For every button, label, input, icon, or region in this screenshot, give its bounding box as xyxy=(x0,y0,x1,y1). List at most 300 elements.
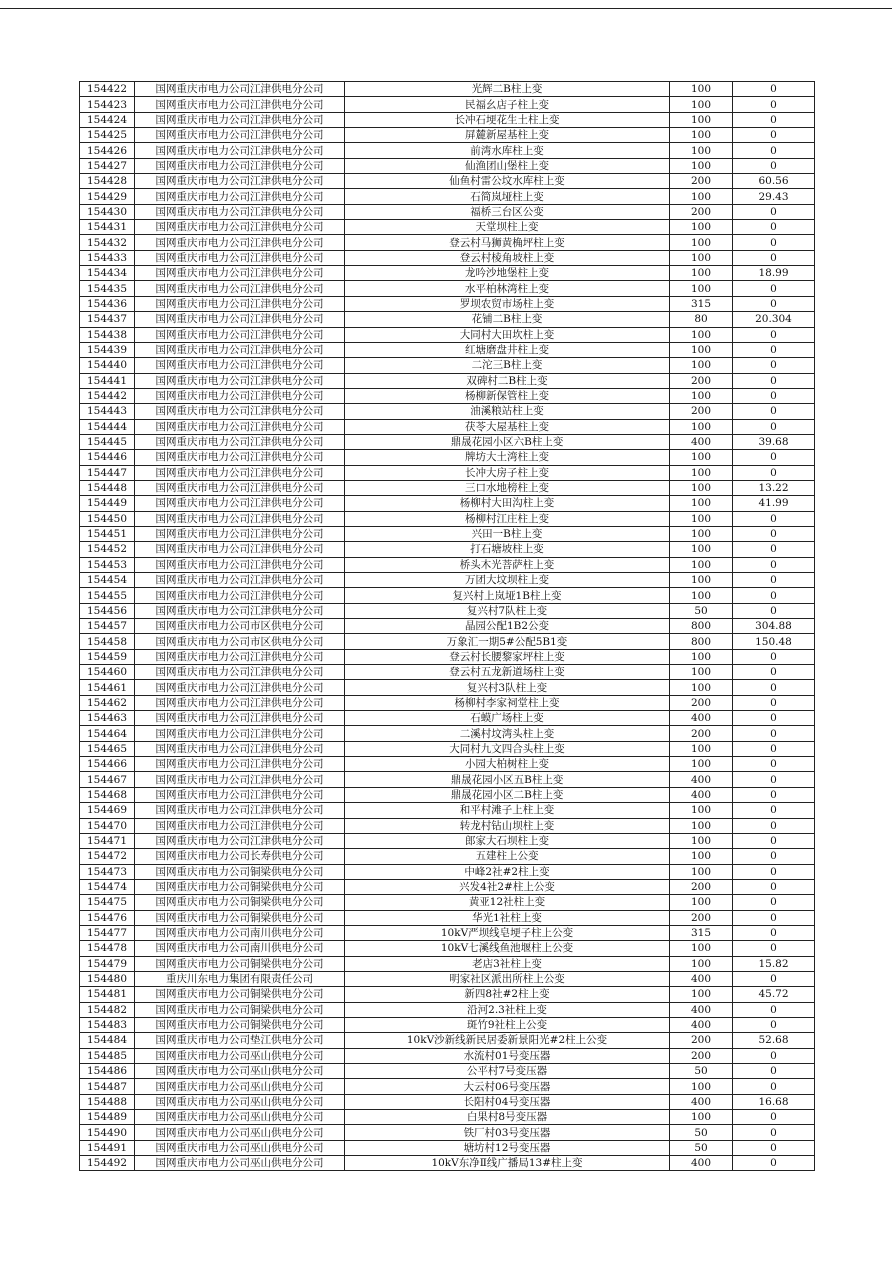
table-row xyxy=(80,434,815,449)
capacity-cell: 200 xyxy=(670,404,733,419)
value-cell: 0 xyxy=(733,833,815,848)
company-cell: 国网重庆市电力公司江津供电分公司 xyxy=(135,388,345,403)
transformer-name-cell: 复兴村7队柱上变 xyxy=(345,603,670,618)
table-row xyxy=(80,941,815,956)
table-row xyxy=(80,143,815,158)
capacity-cell: 315 xyxy=(670,296,733,311)
value-cell: 0 xyxy=(733,849,815,864)
table-row xyxy=(80,373,815,388)
value-cell: 0 xyxy=(733,327,815,342)
company-cell: 国网重庆市电力公司江津供电分公司 xyxy=(135,327,345,342)
table-row xyxy=(80,296,815,311)
value-cell: 39.68 xyxy=(733,434,815,449)
row-id-cell: 154442 xyxy=(80,388,135,403)
transformer-name-cell: 大同村大田坎柱上变 xyxy=(345,327,670,342)
transformer-name-cell: 五建柱上公变 xyxy=(345,849,670,864)
capacity-cell: 100 xyxy=(670,235,733,250)
table-row xyxy=(80,1079,815,1094)
row-id-cell: 154470 xyxy=(80,818,135,833)
row-id-cell: 154463 xyxy=(80,711,135,726)
transformer-name-cell: 小园大柏树柱上变 xyxy=(345,757,670,772)
transformer-name-cell: 新四8社#2柱上变 xyxy=(345,987,670,1002)
table-row xyxy=(80,1064,815,1079)
table-row xyxy=(80,833,815,848)
company-cell: 国网重庆市电力公司江津供电分公司 xyxy=(135,542,345,557)
transformer-name-cell: 仙鱼村雷公坟水库柱上变 xyxy=(345,174,670,189)
company-cell: 国网重庆市电力公司江津供电分公司 xyxy=(135,803,345,818)
table-row xyxy=(80,128,815,143)
row-id-cell: 154454 xyxy=(80,573,135,588)
capacity-cell: 100 xyxy=(670,480,733,495)
capacity-cell: 400 xyxy=(670,971,733,986)
row-id-cell: 154472 xyxy=(80,849,135,864)
company-cell: 国网重庆市电力公司铜梁供电分公司 xyxy=(135,1017,345,1032)
row-id-cell: 154458 xyxy=(80,634,135,649)
table-row xyxy=(80,803,815,818)
table-row xyxy=(80,711,815,726)
capacity-cell: 100 xyxy=(670,1079,733,1094)
value-cell: 29.43 xyxy=(733,189,815,204)
table-row xyxy=(80,250,815,265)
table-row xyxy=(80,1033,815,1048)
value-cell: 0 xyxy=(733,741,815,756)
company-cell: 国网重庆市电力公司江津供电分公司 xyxy=(135,404,345,419)
transformer-name-cell: 万团大坟坝柱上变 xyxy=(345,573,670,588)
transformer-name-cell: 杨柳村大田沟柱上变 xyxy=(345,496,670,511)
company-cell: 国网重庆市电力公司江津供电分公司 xyxy=(135,511,345,526)
table-row xyxy=(80,971,815,986)
value-cell: 0 xyxy=(733,542,815,557)
value-cell: 0 xyxy=(733,388,815,403)
company-cell: 国网重庆市电力公司巫山供电分公司 xyxy=(135,1140,345,1155)
transformer-name-cell: 大云村06号变压器 xyxy=(345,1079,670,1094)
value-cell: 0 xyxy=(733,680,815,695)
row-id-cell: 154485 xyxy=(80,1048,135,1063)
row-id-cell: 154425 xyxy=(80,128,135,143)
capacity-cell: 200 xyxy=(670,1033,733,1048)
transformer-name-cell: 水平柏林湾柱上变 xyxy=(345,281,670,296)
row-id-cell: 154438 xyxy=(80,327,135,342)
value-cell: 0 xyxy=(733,803,815,818)
row-id-cell: 154436 xyxy=(80,296,135,311)
transformer-name-cell: 斑竹9社柱上公变 xyxy=(345,1017,670,1032)
company-cell: 国网重庆市电力公司巫山供电分公司 xyxy=(135,1048,345,1063)
row-id-cell: 154443 xyxy=(80,404,135,419)
value-cell: 0 xyxy=(733,649,815,664)
value-cell: 0 xyxy=(733,588,815,603)
transformer-name-cell: 桥头木光菩萨柱上变 xyxy=(345,557,670,572)
table-row xyxy=(80,97,815,112)
table-row xyxy=(80,987,815,1002)
transformer-name-cell: 登云村马狮黄桷坪柱上变 xyxy=(345,235,670,250)
row-id-cell: 154464 xyxy=(80,726,135,741)
row-id-cell: 154427 xyxy=(80,158,135,173)
row-id-cell: 154446 xyxy=(80,450,135,465)
capacity-cell: 100 xyxy=(670,450,733,465)
capacity-cell: 100 xyxy=(670,680,733,695)
company-cell: 国网重庆市电力公司江津供电分公司 xyxy=(135,128,345,143)
table-row xyxy=(80,864,815,879)
capacity-cell: 100 xyxy=(670,388,733,403)
transformer-name-cell: 二溪村坟湾头柱上变 xyxy=(345,726,670,741)
row-id-cell: 154428 xyxy=(80,174,135,189)
table-row xyxy=(80,1110,815,1125)
transformer-name-cell: 二沱三B柱上变 xyxy=(345,358,670,373)
transformer-name-cell: 沿河2.3社柱上变 xyxy=(345,1002,670,1017)
capacity-cell: 100 xyxy=(670,250,733,265)
company-cell: 国网重庆市电力公司江津供电分公司 xyxy=(135,250,345,265)
value-cell: 60.56 xyxy=(733,174,815,189)
capacity-cell: 100 xyxy=(670,158,733,173)
value-cell: 45.72 xyxy=(733,987,815,1002)
capacity-cell: 400 xyxy=(670,1156,733,1171)
value-cell: 0 xyxy=(733,158,815,173)
row-id-cell: 154440 xyxy=(80,358,135,373)
transformer-name-cell: 明家社区派出所柱上公变 xyxy=(345,971,670,986)
transformer-name-cell: 10kV七溪线鱼池堰柱上公变 xyxy=(345,941,670,956)
row-id-cell: 154459 xyxy=(80,649,135,664)
value-cell: 52.68 xyxy=(733,1033,815,1048)
company-cell: 国网重庆市电力公司江津供电分公司 xyxy=(135,342,345,357)
row-id-cell: 154488 xyxy=(80,1094,135,1109)
value-cell: 20.304 xyxy=(733,312,815,327)
value-cell: 0 xyxy=(733,526,815,541)
transformer-name-cell: 杨柳新保管柱上变 xyxy=(345,388,670,403)
capacity-cell: 200 xyxy=(670,910,733,925)
company-cell: 国网重庆市电力公司江津供电分公司 xyxy=(135,557,345,572)
value-cell: 0 xyxy=(733,112,815,127)
value-cell: 0 xyxy=(733,358,815,373)
table-row xyxy=(80,665,815,680)
row-id-cell: 154479 xyxy=(80,956,135,971)
value-cell: 0 xyxy=(733,910,815,925)
capacity-cell: 100 xyxy=(670,143,733,158)
company-cell: 国网重庆市电力公司江津供电分公司 xyxy=(135,450,345,465)
row-id-cell: 154452 xyxy=(80,542,135,557)
company-cell: 国网重庆市电力公司江津供电分公司 xyxy=(135,496,345,511)
transformer-name-cell: 仙渔团山堡柱上变 xyxy=(345,158,670,173)
capacity-cell: 100 xyxy=(670,757,733,772)
transformer-name-cell: 10kV沙新线新民居委新景阳光#2柱上公变 xyxy=(345,1033,670,1048)
transformer-name-cell: 长冲石埂花生土柱上变 xyxy=(345,112,670,127)
value-cell: 0 xyxy=(733,220,815,235)
value-cell: 0 xyxy=(733,1156,815,1171)
company-cell: 国网重庆市电力公司巫山供电分公司 xyxy=(135,1094,345,1109)
row-id-cell: 154433 xyxy=(80,250,135,265)
company-cell: 国网重庆市电力公司江津供电分公司 xyxy=(135,143,345,158)
transformer-name-cell: 兴发4社2#柱上公变 xyxy=(345,879,670,894)
row-id-cell: 154461 xyxy=(80,680,135,695)
table-row xyxy=(80,281,815,296)
capacity-cell: 100 xyxy=(670,557,733,572)
table-row xyxy=(80,910,815,925)
company-cell: 国网重庆市电力公司江津供电分公司 xyxy=(135,665,345,680)
table-body xyxy=(80,82,815,1171)
table-row xyxy=(80,174,815,189)
capacity-cell: 315 xyxy=(670,925,733,940)
row-id-cell: 154489 xyxy=(80,1110,135,1125)
value-cell: 0 xyxy=(733,281,815,296)
row-id-cell: 154423 xyxy=(80,97,135,112)
company-cell: 国网重庆市电力公司巫山供电分公司 xyxy=(135,1156,345,1171)
capacity-cell: 100 xyxy=(670,665,733,680)
transformer-name-cell: 老店3社柱上变 xyxy=(345,956,670,971)
row-id-cell: 154474 xyxy=(80,879,135,894)
table-row xyxy=(80,112,815,127)
row-id-cell: 154432 xyxy=(80,235,135,250)
row-id-cell: 154456 xyxy=(80,603,135,618)
capacity-cell: 100 xyxy=(670,496,733,511)
capacity-cell: 400 xyxy=(670,434,733,449)
company-cell: 国网重庆市电力公司江津供电分公司 xyxy=(135,281,345,296)
transformer-name-cell: 10kV严坝线皂埂子柱上公变 xyxy=(345,925,670,940)
row-id-cell: 154451 xyxy=(80,526,135,541)
value-cell: 0 xyxy=(733,296,815,311)
capacity-cell: 100 xyxy=(670,112,733,127)
transformer-name-cell: 转龙村钻山坝柱上变 xyxy=(345,818,670,833)
value-cell: 18.99 xyxy=(733,266,815,281)
table-row xyxy=(80,588,815,603)
company-cell: 国网重庆市电力公司江津供电分公司 xyxy=(135,787,345,802)
row-id-cell: 154482 xyxy=(80,1002,135,1017)
value-cell: 150.48 xyxy=(733,634,815,649)
company-cell: 国网重庆市电力公司江津供电分公司 xyxy=(135,312,345,327)
value-cell: 0 xyxy=(733,971,815,986)
value-cell: 0 xyxy=(733,204,815,219)
row-id-cell: 154462 xyxy=(80,695,135,710)
company-cell: 国网重庆市电力公司江津供电分公司 xyxy=(135,649,345,664)
transformer-name-cell: 公平村7号变压器 xyxy=(345,1064,670,1079)
capacity-cell: 800 xyxy=(670,619,733,634)
capacity-cell: 100 xyxy=(670,266,733,281)
company-cell: 国网重庆市电力公司江津供电分公司 xyxy=(135,526,345,541)
company-cell: 国网重庆市电力公司江津供电分公司 xyxy=(135,419,345,434)
company-cell: 国网重庆市电力公司南川供电分公司 xyxy=(135,941,345,956)
company-cell: 国网重庆市电力公司江津供电分公司 xyxy=(135,204,345,219)
company-cell: 国网重庆市电力公司垫江供电分公司 xyxy=(135,1033,345,1048)
capacity-cell: 100 xyxy=(670,465,733,480)
transformer-name-cell: 茯苓大屋基柱上变 xyxy=(345,419,670,434)
capacity-cell: 100 xyxy=(670,327,733,342)
row-id-cell: 154476 xyxy=(80,910,135,925)
row-id-cell: 154473 xyxy=(80,864,135,879)
row-id-cell: 154484 xyxy=(80,1033,135,1048)
capacity-cell: 50 xyxy=(670,1125,733,1140)
transformer-name-cell: 民福幺店子柱上变 xyxy=(345,97,670,112)
row-id-cell: 154457 xyxy=(80,619,135,634)
table-row xyxy=(80,956,815,971)
company-cell: 国网重庆市电力公司江津供电分公司 xyxy=(135,772,345,787)
table-row xyxy=(80,1140,815,1155)
transformer-name-cell: 登云村五龙新道场柱上变 xyxy=(345,665,670,680)
transformer-name-cell: 石蟆广场柱上变 xyxy=(345,711,670,726)
table-row xyxy=(80,388,815,403)
company-cell: 国网重庆市电力公司铜梁供电分公司 xyxy=(135,879,345,894)
row-id-cell: 154430 xyxy=(80,204,135,219)
table-row xyxy=(80,557,815,572)
table-row xyxy=(80,266,815,281)
row-id-cell: 154448 xyxy=(80,480,135,495)
table-row xyxy=(80,480,815,495)
company-cell: 国网重庆市电力公司江津供电分公司 xyxy=(135,818,345,833)
capacity-cell: 100 xyxy=(670,803,733,818)
value-cell: 304.88 xyxy=(733,619,815,634)
table-row xyxy=(80,235,815,250)
row-id-cell: 154468 xyxy=(80,787,135,802)
company-cell: 国网重庆市电力公司江津供电分公司 xyxy=(135,174,345,189)
transformer-name-cell: 石简岚垭柱上变 xyxy=(345,189,670,204)
capacity-cell: 400 xyxy=(670,772,733,787)
company-cell: 国网重庆市电力公司江津供电分公司 xyxy=(135,358,345,373)
company-cell: 国网重庆市电力公司江津供电分公司 xyxy=(135,711,345,726)
company-cell: 国网重庆市电力公司江津供电分公司 xyxy=(135,573,345,588)
row-id-cell: 154450 xyxy=(80,511,135,526)
company-cell: 国网重庆市电力公司市区供电分公司 xyxy=(135,619,345,634)
row-id-cell: 154445 xyxy=(80,434,135,449)
capacity-cell: 100 xyxy=(670,128,733,143)
table-row xyxy=(80,680,815,695)
company-cell: 国网重庆市电力公司铜梁供电分公司 xyxy=(135,1002,345,1017)
table-row xyxy=(80,619,815,634)
value-cell: 0 xyxy=(733,573,815,588)
table-row xyxy=(80,818,815,833)
company-cell: 国网重庆市电力公司江津供电分公司 xyxy=(135,833,345,848)
row-id-cell: 154492 xyxy=(80,1156,135,1171)
transformer-name-cell: 红塘磨盘井柱上变 xyxy=(345,342,670,357)
company-cell: 国网重庆市电力公司江津供电分公司 xyxy=(135,603,345,618)
value-cell: 0 xyxy=(733,726,815,741)
transformer-name-cell: 大同村九文四合头柱上变 xyxy=(345,741,670,756)
transformer-name-cell: 龙吟沙地堡柱上变 xyxy=(345,266,670,281)
transformer-name-cell: 打石塘坡柱上变 xyxy=(345,542,670,557)
transformer-name-cell: 牌坊大土湾柱上变 xyxy=(345,450,670,465)
capacity-cell: 800 xyxy=(670,634,733,649)
capacity-cell: 400 xyxy=(670,1094,733,1109)
company-cell: 国网重庆市电力公司江津供电分公司 xyxy=(135,82,345,97)
table-row xyxy=(80,925,815,940)
page-top-rule xyxy=(0,8,892,9)
table-row xyxy=(80,895,815,910)
table-row xyxy=(80,1002,815,1017)
row-id-cell: 154471 xyxy=(80,833,135,848)
table-row xyxy=(80,695,815,710)
table-row xyxy=(80,312,815,327)
table-row xyxy=(80,220,815,235)
row-id-cell: 154453 xyxy=(80,557,135,572)
transformer-name-cell: 水流村01号变压器 xyxy=(345,1048,670,1063)
value-cell: 0 xyxy=(733,695,815,710)
row-id-cell: 154486 xyxy=(80,1064,135,1079)
company-cell: 国网重庆市电力公司江津供电分公司 xyxy=(135,741,345,756)
company-cell: 国网重庆市电力公司铜梁供电分公司 xyxy=(135,864,345,879)
table-row xyxy=(80,741,815,756)
capacity-cell: 400 xyxy=(670,711,733,726)
row-id-cell: 154449 xyxy=(80,496,135,511)
row-id-cell: 154480 xyxy=(80,971,135,986)
capacity-cell: 50 xyxy=(670,603,733,618)
transformer-name-cell: 福桥三台区公变 xyxy=(345,204,670,219)
capacity-cell: 100 xyxy=(670,281,733,296)
value-cell: 0 xyxy=(733,1079,815,1094)
row-id-cell: 154465 xyxy=(80,741,135,756)
row-id-cell: 154466 xyxy=(80,757,135,772)
capacity-cell: 200 xyxy=(670,373,733,388)
table-row xyxy=(80,82,815,97)
transformer-name-cell: 杨柳村江庄柱上变 xyxy=(345,511,670,526)
capacity-cell: 100 xyxy=(670,220,733,235)
capacity-cell: 400 xyxy=(670,787,733,802)
company-cell: 国网重庆市电力公司江津供电分公司 xyxy=(135,680,345,695)
transformer-name-cell: 鼎晟花园小区五B柱上变 xyxy=(345,772,670,787)
value-cell: 0 xyxy=(733,404,815,419)
capacity-cell: 200 xyxy=(670,695,733,710)
company-cell: 国网重庆市电力公司江津供电分公司 xyxy=(135,726,345,741)
row-id-cell: 154441 xyxy=(80,373,135,388)
row-id-cell: 154460 xyxy=(80,665,135,680)
capacity-cell: 100 xyxy=(670,573,733,588)
value-cell: 0 xyxy=(733,82,815,97)
row-id-cell: 154477 xyxy=(80,925,135,940)
row-id-cell: 154431 xyxy=(80,220,135,235)
capacity-cell: 100 xyxy=(670,358,733,373)
value-cell: 0 xyxy=(733,419,815,434)
row-id-cell: 154434 xyxy=(80,266,135,281)
company-cell: 国网重庆市电力公司江津供电分公司 xyxy=(135,220,345,235)
value-cell: 0 xyxy=(733,1048,815,1063)
value-cell: 0 xyxy=(733,711,815,726)
transformer-name-cell: 郎家大石坝柱上变 xyxy=(345,833,670,848)
transformer-name-cell: 双碑村二B柱上变 xyxy=(345,373,670,388)
table-row xyxy=(80,450,815,465)
value-cell: 0 xyxy=(733,1110,815,1125)
capacity-cell: 200 xyxy=(670,879,733,894)
value-cell: 0 xyxy=(733,1002,815,1017)
company-cell: 国网重庆市电力公司铜梁供电分公司 xyxy=(135,987,345,1002)
capacity-cell: 100 xyxy=(670,956,733,971)
table-row xyxy=(80,204,815,219)
company-cell: 国网重庆市电力公司江津供电分公司 xyxy=(135,189,345,204)
transformer-name-cell: 鼎晟花园小区六B柱上变 xyxy=(345,434,670,449)
value-cell: 0 xyxy=(733,787,815,802)
capacity-cell: 200 xyxy=(670,204,733,219)
row-id-cell: 154422 xyxy=(80,82,135,97)
value-cell: 0 xyxy=(733,342,815,357)
value-cell: 0 xyxy=(733,603,815,618)
transformer-name-cell: 铁厂村03号变压器 xyxy=(345,1125,670,1140)
row-id-cell: 154467 xyxy=(80,772,135,787)
table-row xyxy=(80,1017,815,1032)
value-cell: 0 xyxy=(733,128,815,143)
value-cell: 0 xyxy=(733,250,815,265)
value-cell: 0 xyxy=(733,895,815,910)
capacity-cell: 100 xyxy=(670,941,733,956)
company-cell: 国网重庆市电力公司江津供电分公司 xyxy=(135,480,345,495)
table-row xyxy=(80,542,815,557)
transformer-name-cell: 和平村滩子上柱上变 xyxy=(345,803,670,818)
value-cell: 0 xyxy=(733,1125,815,1140)
capacity-cell: 100 xyxy=(670,833,733,848)
row-id-cell: 154429 xyxy=(80,189,135,204)
transformer-name-cell: 晶园公配1B2公变 xyxy=(345,619,670,634)
row-id-cell: 154435 xyxy=(80,281,135,296)
table-row xyxy=(80,649,815,664)
transformer-name-cell: 塘坊村12号变压器 xyxy=(345,1140,670,1155)
capacity-cell: 80 xyxy=(670,312,733,327)
capacity-cell: 100 xyxy=(670,97,733,112)
capacity-cell: 50 xyxy=(670,1140,733,1155)
capacity-cell: 100 xyxy=(670,818,733,833)
capacity-cell: 200 xyxy=(670,174,733,189)
